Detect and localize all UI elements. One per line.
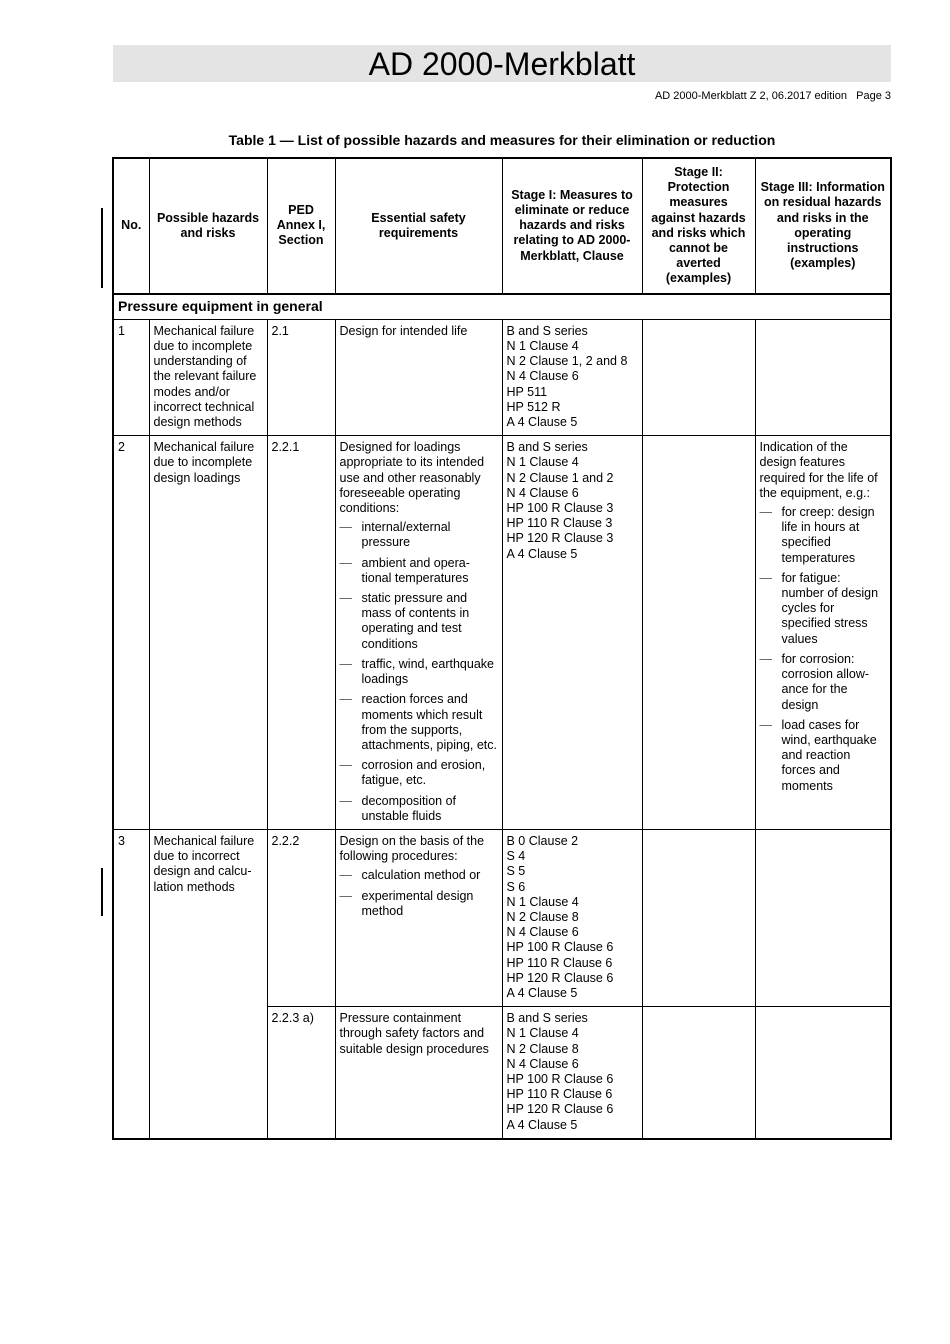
edition-line (655, 89, 891, 103)
table-caption: Table 1 — List of possible hazards and measures for their elimination or reduction (228, 132, 776, 148)
requirement-item: — internal/external pressure (340, 520, 498, 550)
column-header-hazards: Possible hazards and risks (149, 158, 267, 294)
edition-text: AD 2000-Merkblatt Z 2, 06.2017 edition (654, 90, 847, 102)
hazards-table (112, 157, 892, 1140)
stage1-line: HP 100 R Clause 3 (506, 501, 614, 516)
row-stage3 (755, 829, 891, 1006)
stage1-line: N 2 Clause 1 and 2 (506, 470, 614, 485)
stage1-line: HP 110 R Clause 6 (506, 955, 613, 970)
column-header-ped: PED Annex I, Section (267, 158, 335, 294)
stage1-line: HP 100 R Clause 6 (506, 1071, 614, 1086)
stage3-item: — for fatigue: number of design cycles for specified stress values (760, 571, 887, 647)
row-stage1 (502, 436, 642, 830)
row-stage2 (642, 829, 755, 1006)
stage1-line: N 1 Clause 4 (506, 894, 579, 909)
column-header-requirements: Essential safety requirements (335, 158, 502, 294)
stage1-line: N 1 Clause 4 (506, 1026, 579, 1041)
row-ped-section: 2.2.2 (267, 829, 335, 1006)
page-number: Page 3 (856, 90, 891, 102)
row-hazard: Mechanical failure due to incorrect design and calcu-lation methods (149, 829, 267, 1138)
requirement-item: — corrosion and erosion, fatigue, etc. (340, 758, 498, 788)
stage1-line: A 4 Clause 5 (506, 1117, 578, 1132)
stage1-line: S 6 (506, 879, 526, 894)
requirement-item: — static pressure and mass of contents in operating and test conditions (340, 591, 498, 652)
requirement-item: — reaction forces and moments which result from the supports, attachments, piping, etc. (340, 692, 498, 753)
stage1-line: HP 110 R Clause 6 (506, 1087, 613, 1102)
row-stage2 (642, 1007, 755, 1139)
stage1-line: N 4 Clause 6 (506, 925, 579, 940)
column-header-stage1: Stage I: Measures to eliminate or reduce hazards and risks relating to AD 2000-Merkblatt, Clause (502, 158, 642, 294)
row-ped-section: 2.2.3 a) (267, 1007, 335, 1139)
table-row (113, 829, 891, 1006)
stage1-line: B and S series (506, 1011, 588, 1026)
row-requirement (335, 829, 502, 1006)
stage1-line: N 2 Clause 8 (506, 1041, 579, 1056)
document-title: AD 2000-Merkblatt (113, 45, 891, 82)
stage1-line: A 4 Clause 5 (506, 985, 578, 1000)
stage1-line: S 5 (506, 864, 526, 879)
requirement-item: — experimental design method (340, 889, 498, 919)
stage1-line: HP 512 R (506, 399, 561, 414)
row-stage2 (642, 436, 755, 830)
stage3-text: Indication of the design features required for the life of the equipment, e.g.: (759, 440, 878, 500)
row-requirement (335, 436, 502, 830)
stage3-item: — for corrosion: corrosion allow-ance for the design (760, 652, 887, 713)
stage1-line: HP 511 (506, 384, 548, 399)
stage3-list (760, 505, 887, 794)
stage1-line: N 4 Clause 6 (506, 369, 579, 384)
row-stage1 (502, 319, 642, 435)
stage1-line: N 2 Clause 1, 2 and 8 (506, 354, 628, 369)
stage3-item: — for creep: design life in hours at specified temperatures (760, 505, 887, 566)
requirement-item: — traffic, wind, earthquake loadings (340, 657, 498, 687)
change-bar (101, 208, 103, 288)
requirement-text: Design on the basis of the following procedures: (339, 833, 485, 864)
stage1-line: A 4 Clause 5 (506, 546, 578, 561)
row-stage1 (502, 1007, 642, 1139)
stage1-line: A 4 Clause 5 (506, 415, 578, 430)
row-ped-section: 2.1 (267, 319, 335, 435)
table-header-row (113, 158, 891, 294)
stage1-line: S 4 (506, 849, 526, 864)
stage1-line: HP 120 R Clause 3 (506, 531, 614, 546)
requirement-text: Designed for loadings appropriate to its intended use and other reasonably foreseeable operating conditions: (339, 440, 485, 516)
stage1-line: N 4 Clause 6 (506, 485, 579, 500)
row-stage3 (755, 319, 891, 435)
row-stage1 (502, 829, 642, 1006)
section-title: Pressure equipment in general (113, 294, 891, 320)
stage1-line: HP 110 R Clause 3 (506, 516, 613, 531)
row-stage3 (755, 1007, 891, 1139)
stage1-line: HP 120 R Clause 6 (506, 1102, 614, 1117)
row-stage3 (755, 436, 891, 830)
row-no: 3 (113, 829, 149, 1138)
stage1-line: B and S series (506, 440, 588, 455)
requirement-item: — ambient and opera-tional temperatures (340, 556, 498, 586)
stage1-line: B 0 Clause 2 (506, 833, 579, 848)
stage1-line: B and S series (506, 323, 588, 338)
requirement-list (340, 868, 498, 919)
change-bar (101, 868, 103, 916)
column-header-stage3: Stage III: Information on residual hazards and risks in the operating instructions (examples) (755, 158, 891, 294)
stage1-line: N 1 Clause 4 (506, 339, 579, 354)
table-row (113, 436, 891, 830)
stage1-line: HP 120 R Clause 6 (506, 970, 614, 985)
stage1-line: N 2 Clause 8 (506, 909, 579, 924)
requirement-item: — decomposition of unstable fluids (340, 794, 498, 824)
stage1-line: N 4 Clause 6 (506, 1056, 579, 1071)
row-ped-section: 2.2.1 (267, 436, 335, 830)
requirement-item: — calculation method or (340, 868, 498, 883)
section-row (113, 294, 891, 320)
stage1-line: HP 100 R Clause 6 (506, 940, 614, 955)
row-requirement: Design for intended life (335, 319, 502, 435)
stage3-item: — load cases for wind, earthquake and reaction forces and moments (760, 718, 887, 794)
row-no: 2 (113, 436, 149, 830)
row-requirement: Pressure containment through safety factors and suitable design procedures (335, 1007, 502, 1139)
column-header-no: No. (113, 158, 149, 294)
row-stage2 (642, 319, 755, 435)
stage1-line: N 1 Clause 4 (506, 455, 579, 470)
row-hazard: Mechanical failure due to incomplete understanding of the relevant failure modes and/or incorrect technical design methods (149, 319, 267, 435)
row-no: 1 (113, 319, 149, 435)
requirement-list (340, 520, 498, 824)
table-row (113, 319, 891, 435)
column-header-stage2: Stage II: Protection measures against hazards and risks which cannot be averted (examples) (642, 158, 755, 294)
row-hazard: Mechanical failure due to incomplete design loadings (149, 436, 267, 830)
